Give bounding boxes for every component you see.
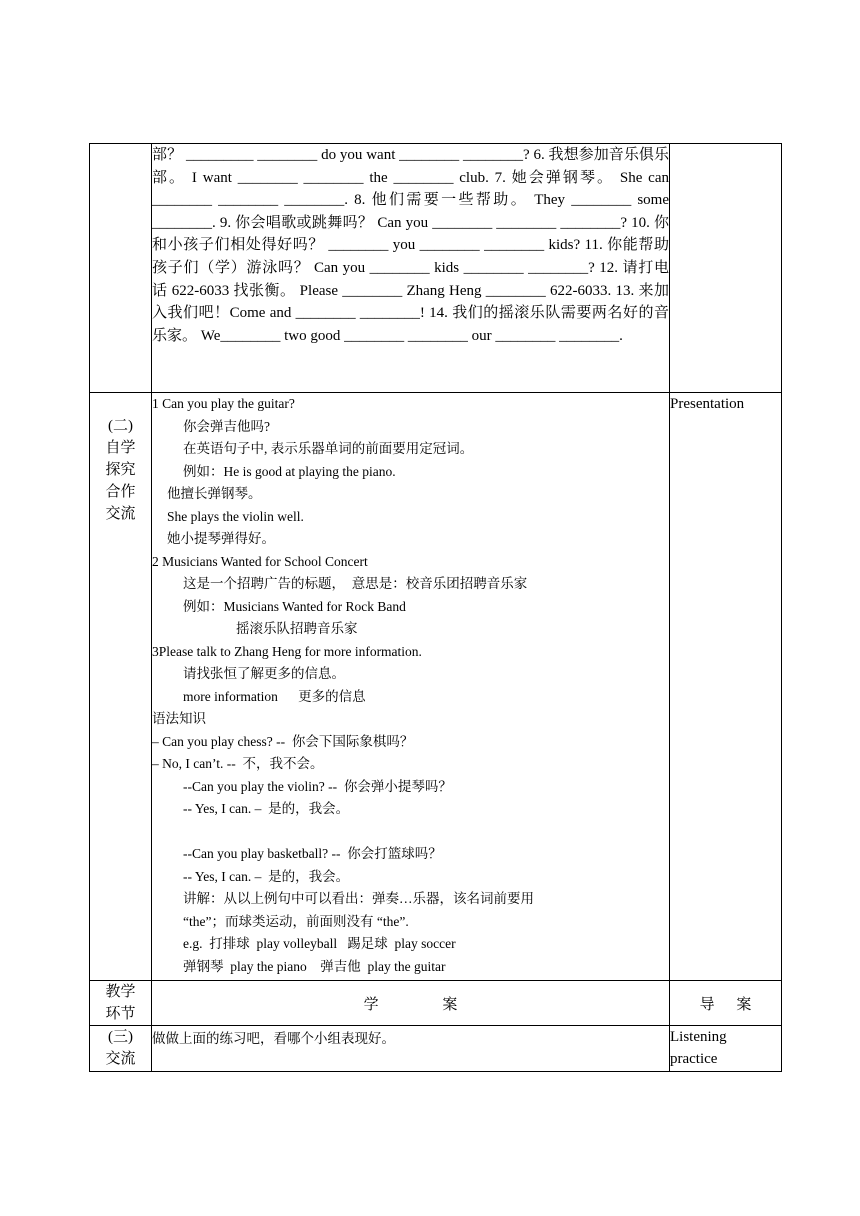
section-label-cell [90,393,152,981]
section-label-line: 合作 [105,484,136,500]
note-line: -- Yes, I can. – 是的，我会。 [183,801,350,816]
note-line: 他擅长弹钢琴。 [167,486,262,501]
note-line: She plays the violin well. [167,508,304,524]
empty-cell [90,144,152,393]
lesson-plan-table [89,143,782,1072]
header-step-cell [90,981,152,1026]
guide-text: Presentation [670,396,745,412]
note-line: 做做上面的练习吧，看哪个小组表现好。 [152,1031,395,1046]
self-study-row [90,393,782,981]
note-line: 摇滚乐队招聘音乐家 [236,621,358,636]
note-line: 你会弹吉他吗? [183,418,270,434]
notes-cell [152,393,670,981]
note-line: 1 Can you play the guitar? [152,396,295,411]
exercise-text: 部？ _________ ________ do you want ________ ________? 6. 我想参加音乐俱乐部。 I want ________ ________ the ________ club. 7. 她会弹钢琴。 She can ________ ________ ________. 8. 他们需要一些帮助。 They ________ some ________. 9. 你会唱歌或跳舞吗？ Can you ________ ________ ________? 10. 你和小孩子们相处得好吗？ ________ you ________ ________ kids? 11. 你能帮助孩子们（学）游泳吗？ Can you ________ kids ________ ________? 12. 请打电话 622-6033 找张衡。 Please ________ Zhang Heng ________ 622-6033. 13. 来加入我们吧！Come and ________ ________! 14. 我们的摇滚乐队需要两名好的音乐家。 We________ two good ________ ________ our ________ ________. [152,147,669,344]
section-label-line: (二) [108,418,133,434]
exercise-row [90,144,782,393]
note-line: 这是一个招聘广告的标题， 意思是：校音乐团招聘音乐家 [183,576,528,591]
guide-line: Listening [670,1029,727,1045]
note-line: 例如：Musicians Wanted for Rock Band [183,598,406,614]
header-step-line: 环节 [105,1006,136,1022]
header-row [90,981,782,1026]
guide-line: practice [670,1051,718,1067]
section-label-line: 自学 [105,440,136,456]
header-plan-cell [152,981,670,1026]
note-line: 2 Musicians Wanted for School Concert [152,553,368,569]
note-line: “the”；而球类运动，前面则没有 “the”. [183,913,409,929]
section-label-cell [90,1026,152,1072]
note-line: – Can you play chess? -- 你会下国际象棋吗？ [152,733,414,749]
note-line: 例如：He is good at playing the piano. [183,463,396,479]
exchange-row [90,1026,782,1072]
exchange-notes-cell [152,1026,670,1072]
note-line: --Can you play basketball? -- 你会打篮球吗？ [183,846,442,861]
empty-guide-cell [670,144,782,393]
note-line: 弹钢琴 play the piano 弹吉他 play the guitar [183,958,446,974]
note-line: 请找张恒了解更多的信息。 [183,666,345,681]
note-line: 她小提琴弹得好。 [167,531,275,546]
note-line: 讲解：从以上例句中可以看出：弹奏…乐器，该名词前要用 [183,891,534,906]
note-line: 语法知识 [152,711,206,726]
header-plan-label: 学 案 [363,996,488,1013]
note-line: --Can you play the violin? -- 你会弹小提琴吗？ [183,778,452,794]
note-line: 在英语句子中, 表示乐器单词的前面要用定冠词。 [183,441,474,456]
exchange-guide-cell [670,1026,782,1072]
note-line: 3Please talk to Zhang Heng for more information. [152,643,422,659]
section-label-line: 交流 [105,506,136,522]
header-guide-label: 导 案 [699,996,761,1013]
note-line: -- Yes, I can. – 是的，我会。 [183,868,350,884]
header-guide-cell [670,981,782,1026]
section-label-line: (三) [108,1029,133,1045]
section-label-line: 交流 [105,1051,136,1067]
guide-cell [670,393,782,981]
note-line [152,821,669,844]
note-line: e.g. 打排球 play volleyball 踢足球 play soccer [183,936,456,951]
exercise-text-cell [152,144,670,393]
note-line: more information 更多的信息 [183,688,366,704]
header-step-line: 教学 [105,984,136,1000]
section-label-line: 探究 [105,462,136,478]
note-line: – No, I can’t. -- 不，我不会。 [152,756,324,771]
